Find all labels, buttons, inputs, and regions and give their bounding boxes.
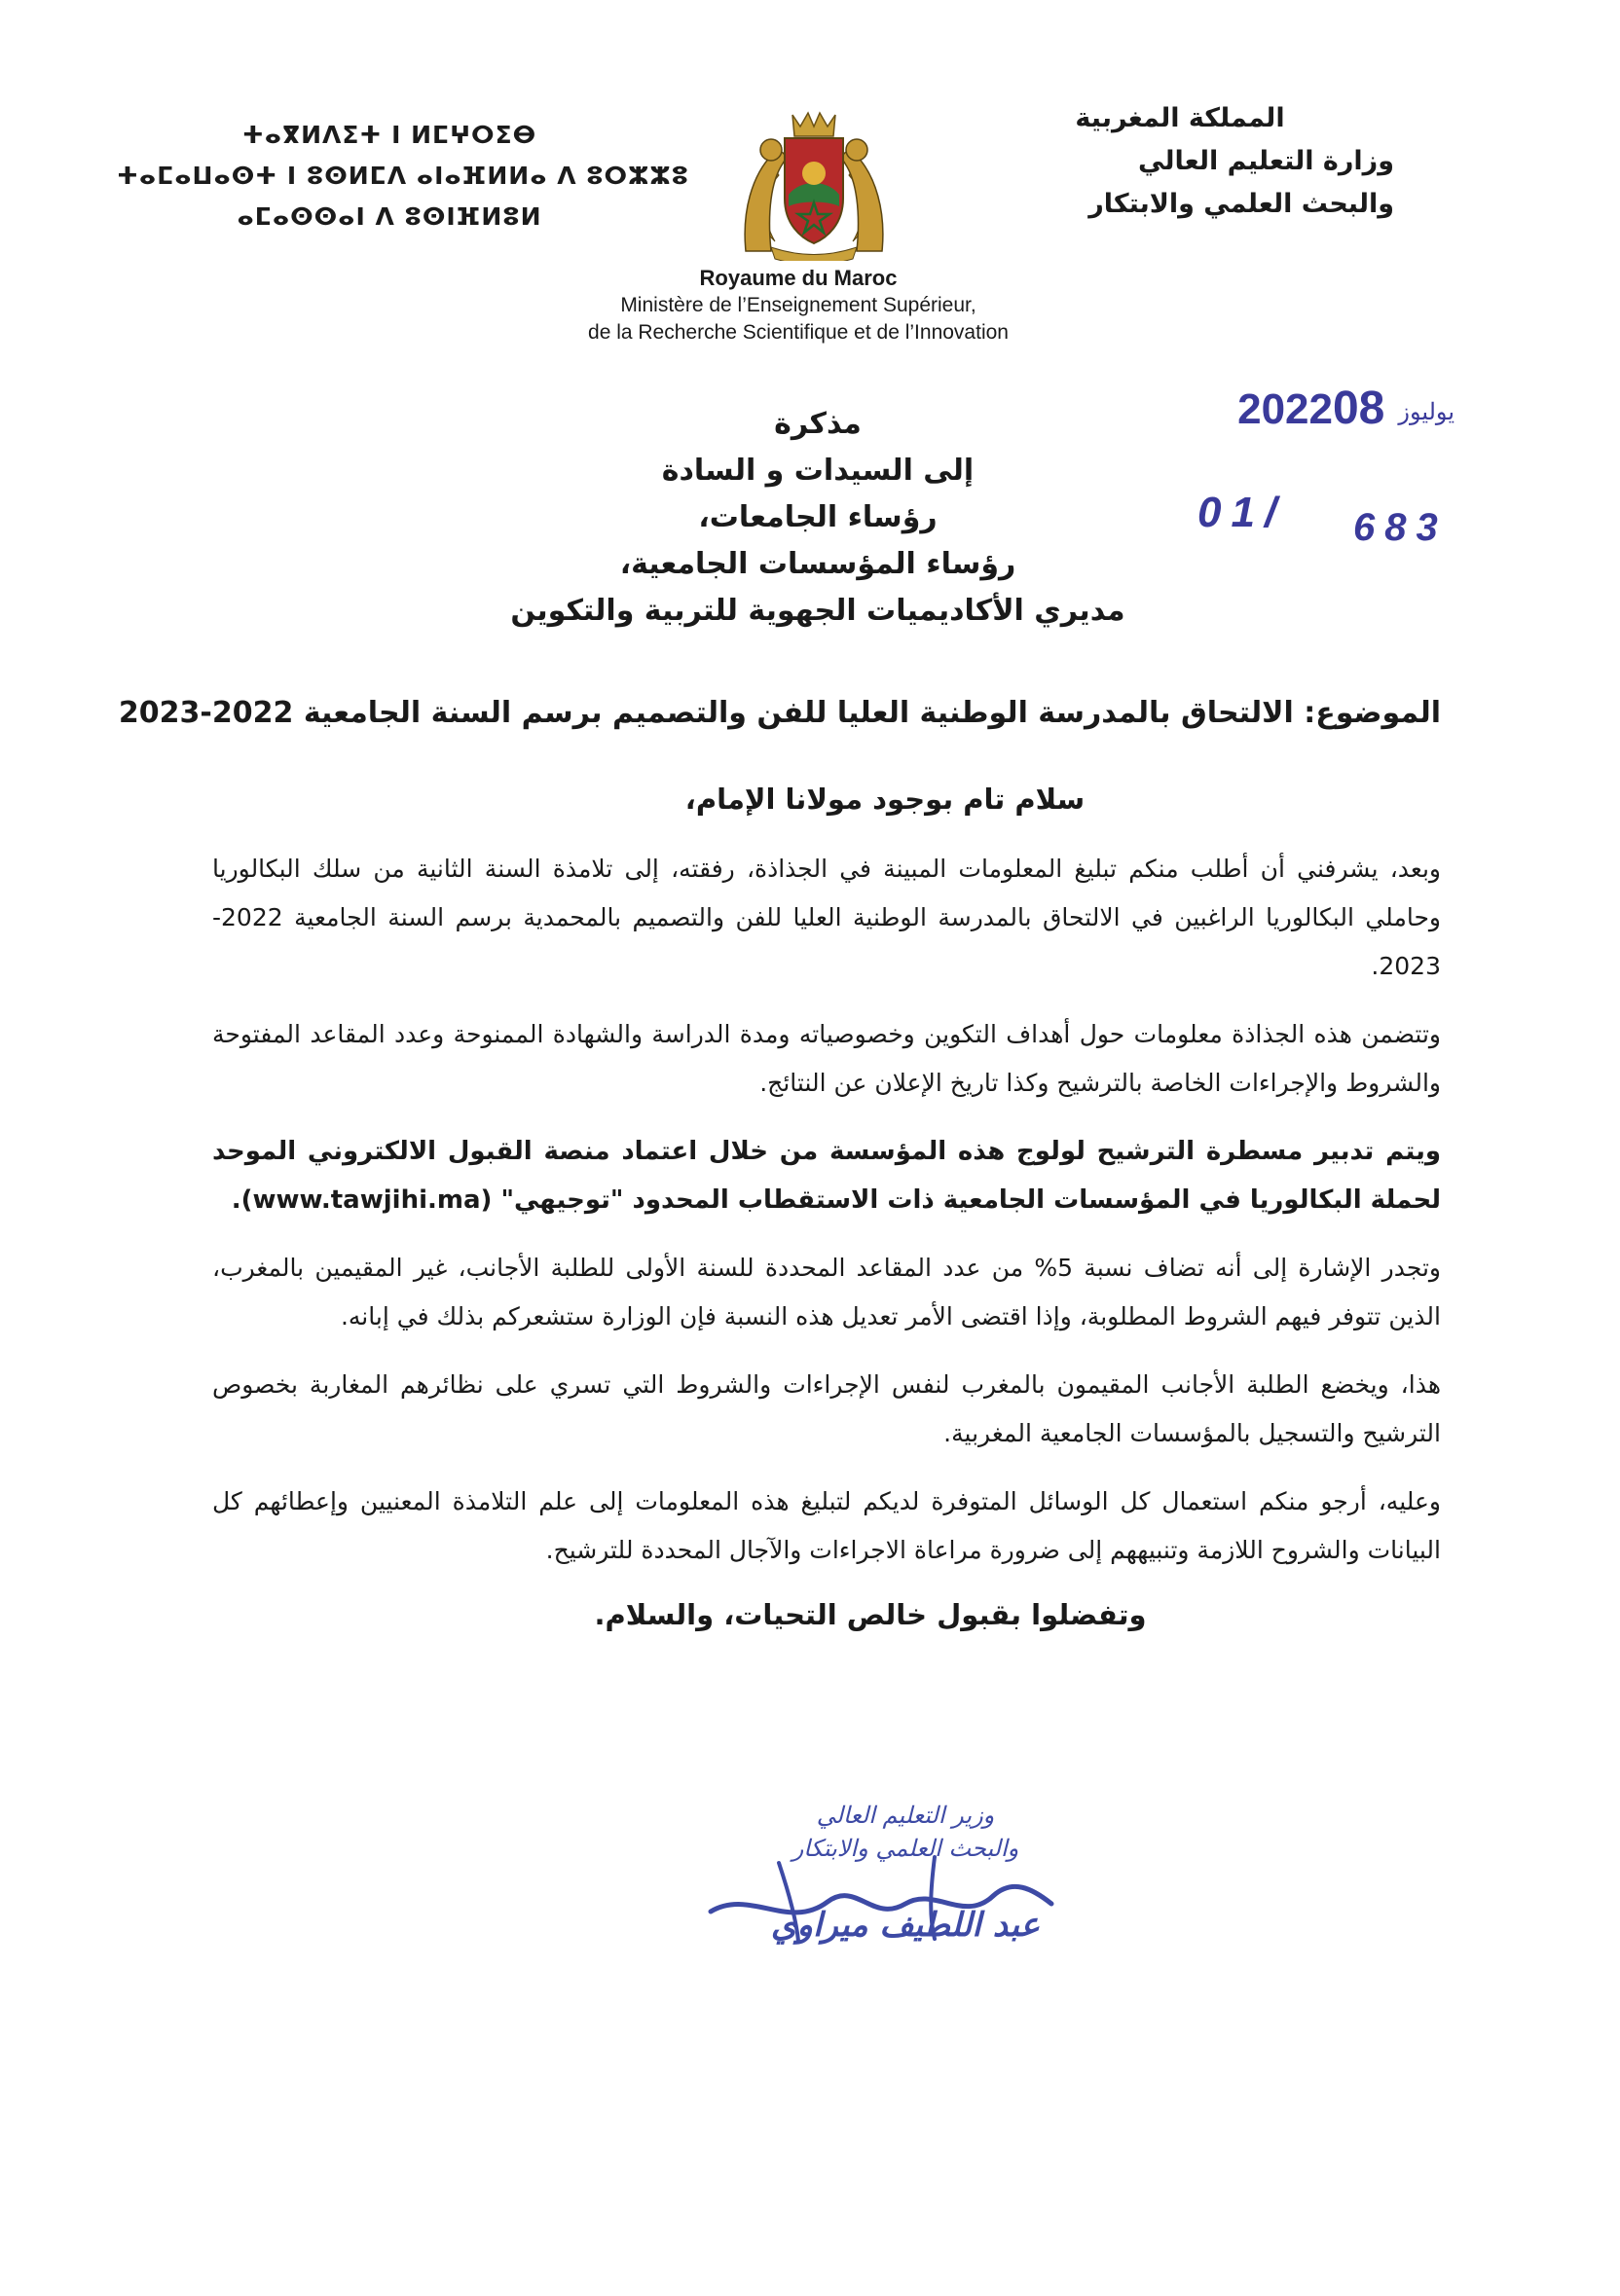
arabic-header xyxy=(976,97,1394,226)
tifinagh-line: ⴰⵎⴰⵙⵙⴰⵏ ⴷ ⵓⵙⵏⴼⵍⵓⵍ xyxy=(237,202,542,231)
addressee-line: رؤساء المؤسسات الجامعية، xyxy=(619,547,1016,581)
addressee-line: رؤساء الجامعات، xyxy=(698,500,938,534)
signature-title-line: وزير التعليم العالي xyxy=(816,1802,995,1829)
tifinagh-line: ⵜⴰⴳⵍⴷⵉⵜ ⵏ ⵍⵎⵖⵔⵉⴱ xyxy=(241,121,537,149)
addressee-block xyxy=(467,401,1168,635)
paragraph: وعليه، أرجو منكم استعمال كل الوسائل المتوفرة لديكم لتبليغ هذه المعلومات إلى علم التلامذة المعنيين وإعطائهم كل البيانات والشروح اللازمة وتنبيههم إلى ضرورة مراعاة الاجراءات والآجال المحددة للترشيح. xyxy=(212,1487,1441,1564)
addressee-line: مديري الأكاديميات الجهوية للتربية والتكوين xyxy=(510,594,1125,628)
closing-line: وتفضلوا بقبول خالص التحيات، والسلام. xyxy=(594,1598,1147,1631)
paragraph: وبعد، يشرفني أن أطلب منكم تبليغ المعلومات المبينة في الجذاذة، رفقته، إلى تلامذة السنة الثانية من سلك البكالوريا وحاملي البكالوريا الراغبين في الالتحاق بالمدرسة الوطنية العليا للفن والتصميم بالمحمدية برسم السنة الجامعية 2022-2023. xyxy=(212,855,1441,980)
greeting: سلام تام بوجود مولانا الإمام، xyxy=(684,783,1086,816)
french-header xyxy=(467,265,1129,346)
addressee-line: إلى السيدات و السادة xyxy=(661,454,975,488)
paragraph: وتجدر الإشارة إلى أنه تضاف نسبة 5% من عدد المقاعد المحددة للسنة الأولى للطلبة الأجانب، غير المقيمين بالمغرب، الذين تتوفر فيهم الشروط المطلوبة، وإذا اقتضى الأمر تعديل هذه النسبة فإن الوزارة ستشعركم بذلك في إبانه. xyxy=(212,1254,1441,1330)
signatory-name: عبد اللطيف ميراوي xyxy=(770,1906,1041,1945)
tifinagh-line: ⵜⴰⵎⴰⵡⴰⵙⵜ ⵏ ⵓⵙⵍⵎⴷ ⴰⵏⴰⴼⵍⵍⴰ ⴷ ⵓⵔⵣⵣⵓ xyxy=(117,162,689,190)
subject-line: الموضوع: الالتحاق بالمدرسة الوطنية العليا للفن والتصميم برسم السنة الجامعية 2022-2023 xyxy=(118,696,1441,730)
memo-title: مذكرة xyxy=(774,407,862,441)
memo-body xyxy=(118,691,1441,1635)
tifinagh-header xyxy=(117,115,689,237)
kingdom-label-ar: المملكة المغربية xyxy=(1075,103,1285,133)
coat-of-arms-icon xyxy=(732,105,896,261)
date-stamp xyxy=(1237,382,1468,435)
paragraph-platform: ويتم تدبير مسطرة الترشيح لولوج هذه المؤسسة من خلال اعتماد منصة القبول الالكتروني الموحد لحملة البكالوريا في المؤسسات الجامعية ذات الاستقطاب المحدود "توجيهي" (www.tawjihi.ma). xyxy=(212,1137,1441,1215)
ministry-label-ar-2: والبحث العلمي والابتكار xyxy=(1088,189,1394,219)
ministry-label-fr-2: de la Recherche Scientifique et de l’Innovation xyxy=(588,321,1009,344)
reference-number-prefix: 01/ xyxy=(1197,489,1287,536)
date-month: يوليوز xyxy=(1398,398,1454,425)
signature-title-line: والبحث العلمي والابتكار xyxy=(792,1835,1019,1862)
date-day: 08 xyxy=(1332,383,1385,434)
paragraph: وتتضمن هذه الجذاذة معلومات حول أهداف التكوين وخصوصياته ومدة الدراسة والشهادة الممنوحة وعدد المقاعد المفتوحة والشروط والإجراءات الخاصة بالترشيح وكذا تاريخ الإعلان عن النتائج. xyxy=(212,1020,1441,1097)
date-year: 2022 xyxy=(1237,385,1333,433)
kingdom-label-fr: Royaume du Maroc xyxy=(699,266,898,290)
ministry-label-ar: وزارة التعليم العالي xyxy=(1138,146,1394,176)
ministry-label-fr: Ministère de l’Enseignement Supérieur, xyxy=(620,294,976,316)
reference-number: 683 xyxy=(1353,506,1448,549)
paragraph: هذا، ويخضع الطلبة الأجانب المقيمون بالمغرب لنفس الإجراءات والشروط التي تسري على نظائرهم المغاربة بخصوص الترشيح والتسجيل بالمؤسسات الجامعية المغربية. xyxy=(212,1370,1441,1447)
